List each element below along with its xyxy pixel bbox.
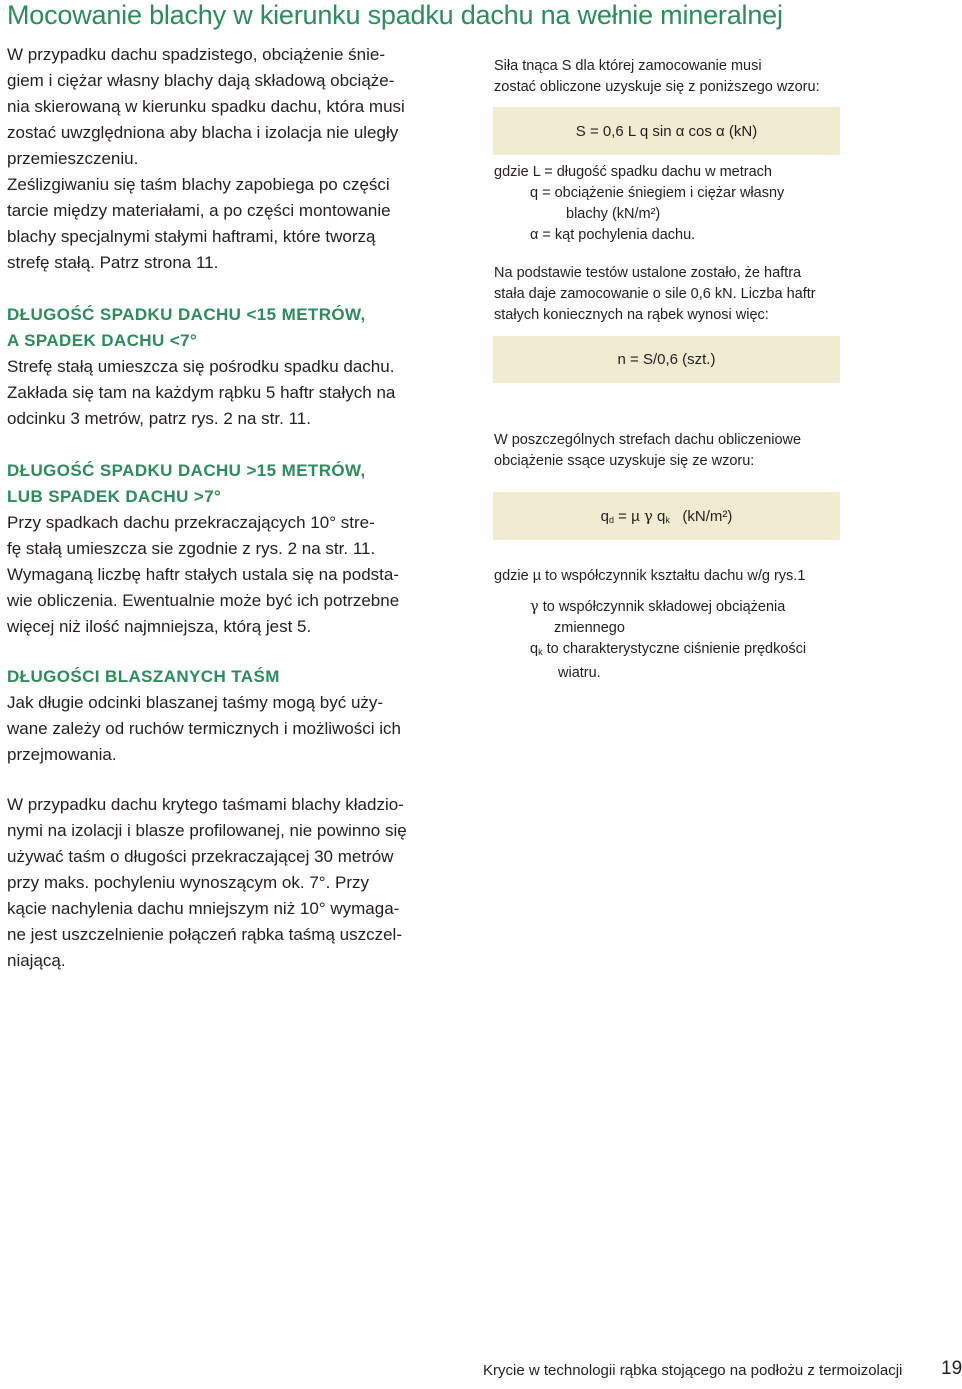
text-line: Strefę stałą umieszcza się pośrodku spadku dachu. bbox=[7, 357, 395, 376]
text-line: więcej niż ilość najmniejsza, którą jest 5. bbox=[7, 617, 312, 636]
text-line: tarcie między materiałami, a po części montowanie bbox=[7, 201, 391, 220]
definition-line: blachy (kN/m²) bbox=[566, 206, 661, 222]
definition-line bbox=[494, 597, 854, 618]
text-line: nia skierowaną w kierunku spadku dachu, która musi bbox=[7, 97, 405, 116]
shear-force-formula bbox=[493, 107, 840, 155]
definition-line: gdzie µ to współczynnik kształtu dachu w/g rys.1 bbox=[494, 568, 806, 584]
text-line: blachy specjalnymi stałymi haftrami, które tworzą bbox=[7, 227, 376, 246]
text-line: zostać obliczone uzyskuje się z poniższego wzoru: bbox=[494, 79, 820, 95]
formula-symbol: q bbox=[652, 508, 666, 525]
text-line: fę stałą umieszcza sie zgodnie z rys. 2 na str. 11. bbox=[7, 539, 376, 558]
formula-subscript: k bbox=[538, 647, 543, 657]
formula-subscript: k bbox=[665, 515, 670, 525]
text-line: ne jest uszczelnienie połączeń rąbka taśmą uszczel- bbox=[7, 925, 402, 944]
formula-unit: (kN/m²) bbox=[682, 508, 733, 525]
text-line: przy maks. pochyleniu wynoszącym ok. 7°. Przy bbox=[7, 873, 370, 892]
text-line: Na podstawie testów ustalone zostało, że haftra bbox=[494, 265, 802, 281]
page-number: 19 bbox=[941, 1358, 962, 1379]
text-line: giem i ciężar własny blachy dają składową obciąże- bbox=[7, 71, 395, 90]
text-line: kącie nachylenia dachu mniejszym niż 10° wymaga- bbox=[7, 899, 400, 918]
suction-load-formula bbox=[493, 492, 840, 540]
formula-text: S = 0,6 L q sin α cos α (kN) bbox=[575, 122, 758, 140]
text-line: Ześlizgiwaniu się taśm blachy zapobiega po części bbox=[7, 175, 390, 194]
formula-subscript: d bbox=[608, 515, 614, 525]
text-line: niającą. bbox=[7, 951, 66, 970]
definition-line: gdzie L = długość spadku dachu w metrach bbox=[494, 164, 772, 180]
clip-count-formula bbox=[493, 336, 840, 383]
text-line: przemieszczeniu. bbox=[7, 149, 139, 168]
text-line: używać taśm o długości przekraczającej 30 metrów bbox=[7, 847, 394, 866]
footer-title: Krycie w technologii rąbka stojącego na podłożu z termoizolacji bbox=[483, 1362, 903, 1379]
suction-load-definitions bbox=[494, 566, 854, 684]
text-line: strefę stałą. Patrz strona 11. bbox=[7, 253, 219, 272]
definition-line: α = kąt pochylenia dachu. bbox=[530, 227, 696, 243]
text-line: W przypadku dachu krytego taśmami blachy kładzio- bbox=[7, 795, 404, 814]
text-line: nymi na izolacji i blasze profilowanej, nie powinno się bbox=[7, 821, 407, 840]
text-line: Przy spadkach dachu przekraczających 10° stre- bbox=[7, 513, 375, 532]
definition-line: wiatru. bbox=[558, 665, 601, 681]
definition-line bbox=[494, 639, 854, 663]
page-title: Mocowanie blachy w kierunku spadku dachu na wełnie mineralnej bbox=[7, 0, 783, 30]
section-heading-over-15m: LUB SPADEK DACHU >7° bbox=[7, 487, 222, 506]
text-line: Siła tnąca S dla której zamocowanie musi bbox=[494, 58, 762, 74]
formula-symbol: γ bbox=[643, 507, 653, 525]
definition-text: to charakterystyczne ciśnienie prędkości bbox=[542, 641, 807, 657]
text-line: stałych koniecznych na rąbek wynosi więc: bbox=[494, 307, 769, 323]
formula-symbol: = µ bbox=[613, 508, 644, 525]
text-line: wane zależy od ruchów termicznych i możliwości ich bbox=[7, 719, 401, 738]
intro-paragraph bbox=[7, 42, 447, 276]
section-heading-strip-lengths: DŁUGOŚCI BLASZANYCH TAŚM bbox=[7, 667, 280, 686]
section-heading-over-15m: DŁUGOŚĆ SPADKU DACHU >15 METRÓW, bbox=[7, 461, 366, 480]
clip-count-intro bbox=[494, 263, 854, 326]
shear-force-definitions bbox=[494, 162, 854, 246]
text-line: Zakłada się tam na każdym rąbku 5 haftr stałych na bbox=[7, 383, 396, 402]
section-heading-under-15m: A SPADEK DACHU <7° bbox=[7, 331, 198, 350]
formula-text: n = S/0,6 (szt.) bbox=[617, 351, 716, 368]
definition-text: to współczynnik składowej obciążenia bbox=[538, 599, 786, 615]
shear-force-intro bbox=[494, 56, 854, 98]
text-line: obciążenie ssące uzyskuje się ze wzoru: bbox=[494, 453, 755, 469]
definition-line: q = obciążenie śniegiem i ciężar własny bbox=[530, 185, 785, 201]
formula-symbol: γ bbox=[530, 599, 539, 615]
suction-load-intro bbox=[494, 430, 854, 472]
final-paragraph bbox=[7, 792, 447, 974]
text-line: W poszczególnych strefach dachu obliczeniowe bbox=[494, 432, 802, 448]
formula-symbol: q bbox=[600, 508, 609, 525]
section-heading-under-15m: DŁUGOŚĆ SPADKU DACHU <15 METRÓW, bbox=[7, 305, 366, 324]
formula-symbol: q bbox=[530, 641, 539, 657]
definition-line: zmiennego bbox=[554, 620, 625, 636]
left-column bbox=[7, 42, 447, 974]
text-line: Wymaganą liczbę haftr stałych ustala się na podsta- bbox=[7, 565, 399, 584]
text-line: przejmowania. bbox=[7, 745, 117, 764]
text-line: odcinku 3 metrów, patrz rys. 2 na str. 11. bbox=[7, 409, 311, 428]
text-line: stała daje zamocowanie o sile 0,6 kN. Liczba haftr bbox=[494, 286, 816, 302]
text-line: Jak długie odcinki blaszanej taśmy mogą być uży- bbox=[7, 693, 384, 712]
formula-text bbox=[601, 507, 733, 525]
text-line: W przypadku dachu spadzistego, obciążenie śnie- bbox=[7, 45, 385, 64]
text-line: wie obliczenia. Ewentualnie może być ich potrzebne bbox=[7, 591, 400, 610]
text-line: zostać uwzględniona aby blacha i izolacja nie uległy bbox=[7, 123, 399, 142]
